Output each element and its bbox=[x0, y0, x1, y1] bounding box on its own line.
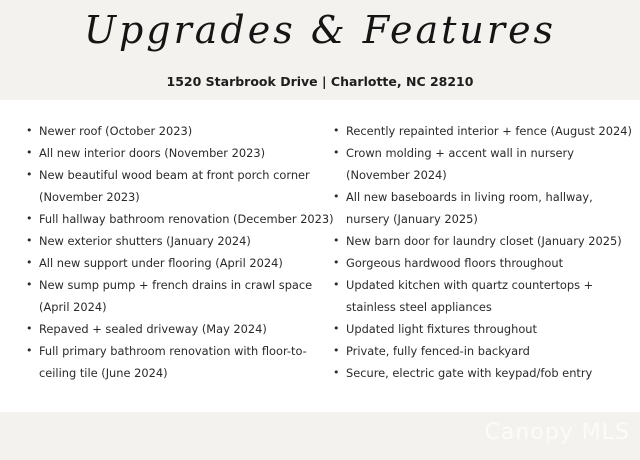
list-item-text: New beautiful wood beam at front porch corner bbox=[39, 168, 310, 182]
list-item-text: New sump pump + french drains in crawl space bbox=[39, 278, 313, 292]
bullet-icon: • bbox=[26, 212, 33, 225]
property-address: 1520 Starbrook Drive | Charlotte, NC 28210 bbox=[166, 74, 474, 89]
list-item-text: Recently repainted interior + fence (August 2024) bbox=[346, 124, 632, 138]
list-item-text: Repaved + sealed driveway (May 2024) bbox=[39, 322, 267, 336]
list-item bbox=[333, 120, 633, 142]
list-item-text: ceiling tile (June 2024) bbox=[39, 366, 168, 380]
list-item bbox=[26, 340, 326, 362]
list-item-text: All new support under flooring (April 2024) bbox=[39, 256, 283, 270]
list-item-continuation bbox=[26, 296, 326, 318]
list-item-continuation bbox=[333, 208, 633, 230]
list-item-continuation bbox=[26, 186, 326, 208]
list-item-text: Newer roof (October 2023) bbox=[39, 124, 193, 138]
list-item-text: Gorgeous hardwood floors throughout bbox=[346, 256, 564, 270]
list-item bbox=[333, 362, 633, 384]
list-item bbox=[333, 318, 633, 340]
bullet-icon: • bbox=[26, 278, 33, 291]
list-item bbox=[333, 340, 633, 362]
list-item bbox=[26, 274, 326, 296]
features-list-left bbox=[26, 120, 334, 384]
list-item-text: Updated kitchen with quartz countertops + bbox=[346, 278, 594, 292]
list-item bbox=[26, 142, 326, 164]
list-item-text: nursery (January 2025) bbox=[346, 212, 478, 226]
list-item-text: Full primary bathroom renovation with floor-to- bbox=[39, 344, 307, 358]
bullet-icon: • bbox=[26, 322, 33, 335]
list-item bbox=[26, 164, 326, 186]
list-item bbox=[333, 274, 633, 296]
list-item-text: stainless steel appliances bbox=[346, 300, 492, 314]
list-item bbox=[333, 186, 633, 208]
bullet-icon: • bbox=[333, 322, 340, 335]
header bbox=[0, 0, 640, 100]
list-item bbox=[26, 252, 326, 274]
features-list-right bbox=[333, 120, 633, 384]
list-item bbox=[26, 120, 326, 142]
watermark: Canopy MLS bbox=[484, 420, 630, 445]
list-item bbox=[333, 142, 633, 164]
bullet-icon: • bbox=[333, 190, 340, 203]
list-item-text: All new interior doors (November 2023) bbox=[39, 146, 266, 160]
list-item-text: Full hallway bathroom renovation (December 2023) bbox=[39, 212, 334, 226]
list-item-continuation bbox=[333, 164, 633, 186]
footer bbox=[0, 412, 640, 460]
bullet-icon: • bbox=[333, 146, 340, 159]
list-item bbox=[26, 318, 326, 340]
bullet-icon: • bbox=[26, 256, 33, 269]
page-title: Upgrades & Features bbox=[83, 8, 557, 52]
features-panel bbox=[0, 100, 640, 412]
list-item-continuation bbox=[26, 362, 326, 384]
bullet-icon: • bbox=[333, 256, 340, 269]
list-item-text: New barn door for laundry closet (January 2025) bbox=[346, 234, 622, 248]
bullet-icon: • bbox=[26, 344, 33, 357]
list-item-text: Secure, electric gate with keypad/fob entry bbox=[346, 366, 593, 380]
bullet-icon: • bbox=[333, 124, 340, 137]
list-item-text: Updated light fixtures throughout bbox=[346, 322, 537, 336]
list-item-text: (April 2024) bbox=[39, 300, 107, 314]
bullet-icon: • bbox=[26, 124, 33, 137]
list-item bbox=[333, 252, 633, 274]
bullet-icon: • bbox=[333, 344, 340, 357]
bullet-icon: • bbox=[333, 366, 340, 379]
list-item bbox=[26, 230, 326, 252]
list-item-text: Private, fully fenced-in backyard bbox=[346, 344, 530, 358]
list-item-continuation bbox=[333, 296, 633, 318]
list-item-text: All new baseboards in living room, hallway, bbox=[346, 190, 593, 204]
list-item-text: Crown molding + accent wall in nursery bbox=[346, 146, 574, 160]
bullet-icon: • bbox=[333, 278, 340, 291]
bullet-icon: • bbox=[26, 168, 33, 181]
list-item bbox=[333, 230, 633, 252]
bullet-icon: • bbox=[26, 234, 33, 247]
list-item bbox=[26, 208, 334, 230]
bullet-icon: • bbox=[333, 234, 340, 247]
list-item-text: (November 2023) bbox=[39, 190, 140, 204]
bullet-icon: • bbox=[26, 146, 33, 159]
list-item-text: (November 2024) bbox=[346, 168, 447, 182]
list-item-text: New exterior shutters (January 2024) bbox=[39, 234, 251, 248]
